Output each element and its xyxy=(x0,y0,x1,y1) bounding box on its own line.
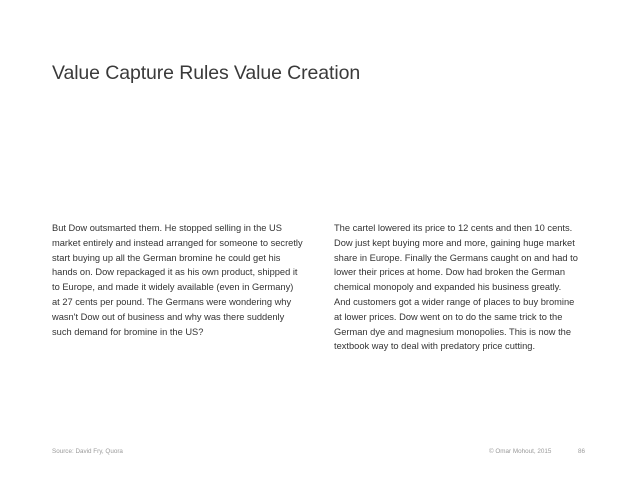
paragraph-line: wasn't Dow out of business and why was there suddenly xyxy=(52,311,285,322)
source-credit: Source: David Fry, Quora xyxy=(52,448,123,455)
paragraph-line: textbook way to deal with predatory price cutting. xyxy=(334,341,536,352)
paragraph-line: hands on. Dow repackaged it as his own product, shipped it xyxy=(52,267,298,278)
left-text-column xyxy=(52,221,303,339)
paragraph-line: But Dow outsmarted them. He stopped selling in the US xyxy=(52,223,282,233)
paragraph-line: And customers got a wider range of places to buy bromine xyxy=(334,296,575,307)
paragraph-line: start buying up all the German bromine he could get his xyxy=(52,252,281,263)
paragraph-line: such demand for bromine in the US? xyxy=(52,326,204,337)
paragraph-line: market entirely and instead arranged for someone to secretly xyxy=(52,237,303,248)
paragraph-line: to Europe, and made it widely available (even in Germany) xyxy=(52,282,294,293)
paragraph-line: The cartel lowered its price to 12 cents and then 10 cents. xyxy=(334,223,573,233)
paragraph-line: share in Europe. Finally the Germans caught on and had to xyxy=(334,252,578,263)
paragraph-line: at lower prices. Dow went on to do the same trick to the xyxy=(334,311,563,322)
paragraph-line: at 27 cents per pound. The Germans were wondering why xyxy=(52,296,292,307)
paragraph-line: German dye and magnesium monopolies. This is now the xyxy=(334,326,572,337)
paragraph-line: chemical monopoly and expanded his business greatly. xyxy=(334,282,562,293)
right-text-column xyxy=(334,221,578,354)
page-number: 86 xyxy=(578,448,586,455)
paragraph-line: lower their prices at home. Dow had broken the German xyxy=(334,267,565,278)
copyright-notice: © Omar Mohout, 2015 xyxy=(489,448,552,455)
slide-title: Value Capture Rules Value Creation xyxy=(52,62,361,84)
paragraph-line: Dow just kept buying more and more, gaining huge market xyxy=(334,237,575,248)
